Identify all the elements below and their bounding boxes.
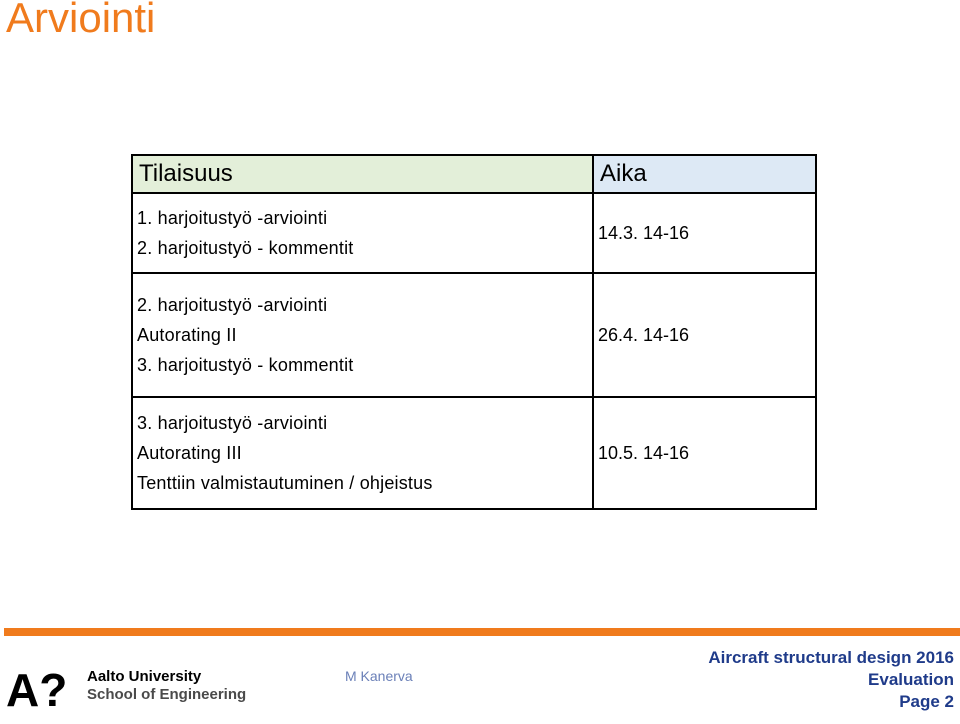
event-line: 3. harjoitustyö -arviointi	[137, 413, 328, 433]
university-block	[87, 668, 246, 704]
event-cell	[132, 397, 593, 509]
table-row	[132, 397, 816, 509]
event-line: 1. harjoitustyö -arviointi	[137, 208, 328, 228]
author-name: M Kanerva	[345, 668, 413, 684]
event-line: 2. harjoitustyö -arviointi	[137, 295, 328, 315]
aalto-logo	[6, 664, 68, 716]
logo-question: ?	[39, 664, 68, 716]
page-title: Arviointi	[6, 0, 156, 41]
time-cell: 14.3. 14-16	[593, 193, 816, 273]
event-line: Autorating III	[137, 443, 242, 463]
course-block	[708, 647, 954, 713]
event-line: Tenttiin valmistautuminen / ohjeistus	[137, 473, 433, 493]
header-aika: Aika	[593, 155, 816, 193]
header-tilaisuus: Tilaisuus	[132, 155, 593, 193]
footer-divider	[4, 628, 960, 636]
university-name: Aalto University	[87, 668, 202, 685]
school-name: School of Engineering	[87, 686, 247, 703]
time-cell: 10.5. 14-16	[593, 397, 816, 509]
event-line: 3. harjoitustyö - kommentit	[137, 355, 354, 375]
event-line: Autorating II	[137, 325, 237, 345]
schedule-table	[131, 154, 817, 510]
event-cell	[132, 193, 593, 273]
event-line: 2. harjoitustyö - kommentit	[137, 238, 354, 258]
logo-letter: A	[6, 664, 40, 716]
table-row	[132, 193, 816, 273]
event-cell	[132, 273, 593, 397]
table-row	[132, 273, 816, 397]
page-number: Page 2	[899, 692, 954, 711]
time-cell: 26.4. 14-16	[593, 273, 816, 397]
table-header-row	[132, 155, 816, 193]
section-title: Evaluation	[868, 670, 954, 689]
course-title: Aircraft structural design 2016	[708, 648, 954, 667]
